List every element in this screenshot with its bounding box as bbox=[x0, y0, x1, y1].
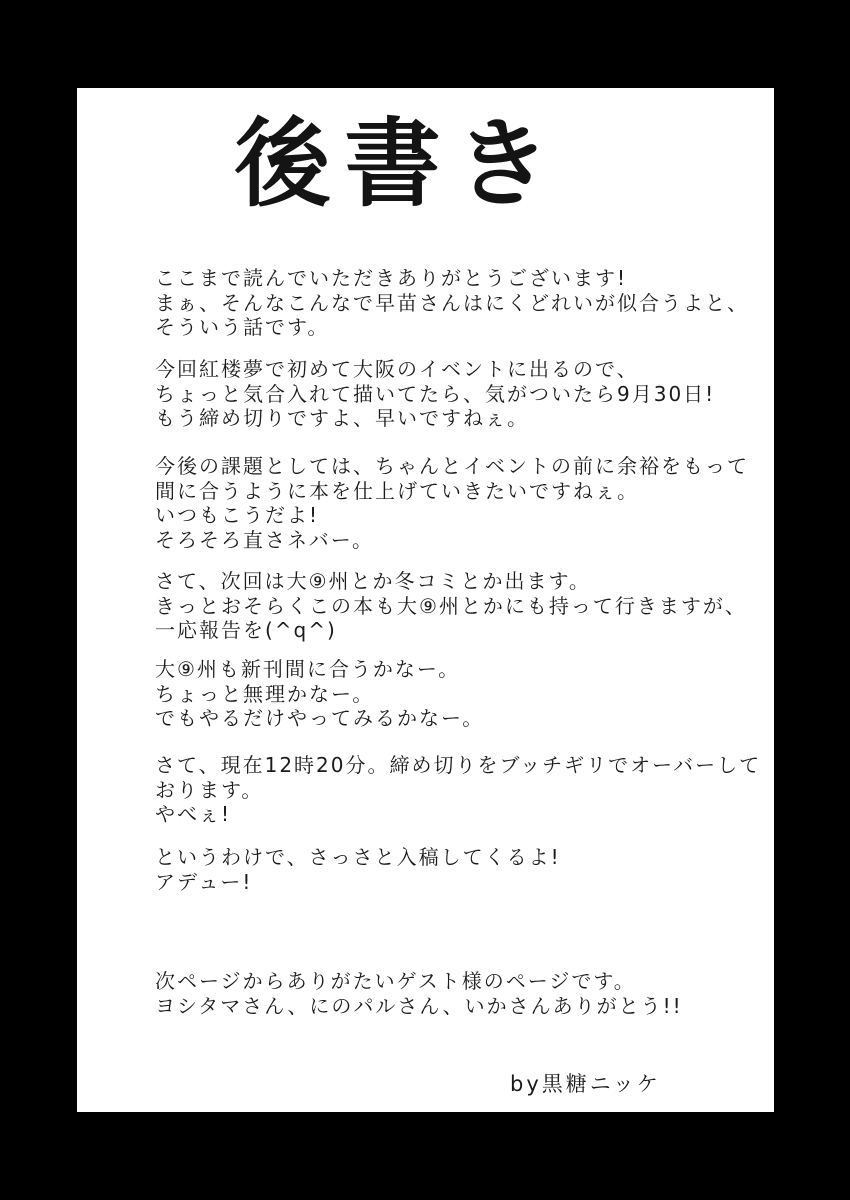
paragraph-new-book-worry bbox=[155, 657, 754, 731]
text-line: そういう話です。 bbox=[155, 315, 330, 339]
text-line: きっとおそらくこの本も大⑨州とかにも持って行きますが、 bbox=[155, 593, 747, 618]
text-line: ちょっと無理かなー。 bbox=[155, 681, 375, 706]
text-line: やべぇ! bbox=[155, 802, 232, 826]
paragraph-farewell bbox=[155, 845, 754, 894]
text-line: 間に合うように本を仕上げていきたいですねぇ。 bbox=[155, 478, 639, 503]
text-line: さて、次回は大⑨州とか冬コミとか出ます。 bbox=[155, 569, 591, 593]
author-signature: by黒糖ニッケ bbox=[510, 1072, 661, 1096]
text-line: 一応報告を(^q^) bbox=[155, 618, 337, 642]
paragraph-current-time bbox=[155, 753, 762, 827]
text-line: もう締め切りですよ、早いですねぇ。 bbox=[155, 406, 529, 430]
text-line: ここまで読んでいただきありがとうございます! bbox=[155, 266, 628, 290]
paragraph-future-goals bbox=[155, 454, 754, 552]
paragraph-guest-credits bbox=[155, 969, 754, 1018]
afterword-paper-page bbox=[77, 88, 774, 1112]
text-line: 今後の課題としては、ちゃんとイベントの前に余裕をもって bbox=[155, 454, 749, 478]
text-line: ヨシタマさん、にのパルさん、いかさんありがとう!! bbox=[155, 993, 683, 1018]
text-line: さて、現在12時20分。締め切りをブッチギリでオーバーして bbox=[155, 753, 762, 777]
text-line: 今回紅楼夢で初めて大阪のイベントに出るので、 bbox=[155, 357, 639, 381]
text-line: おります。 bbox=[155, 777, 264, 802]
text-line: ちょっと気合入れて描いてたら、気がついたら9月30日! bbox=[155, 381, 716, 406]
text-line: アデュー! bbox=[155, 869, 253, 894]
paragraph-thanks bbox=[155, 266, 754, 340]
text-line: 次ページからありがたいゲスト様のページです。 bbox=[155, 969, 636, 993]
afterword-body bbox=[155, 88, 762, 1112]
text-line: まぁ、そんなこんなで早苗さんはにくどれいが似合うよと、 bbox=[155, 290, 749, 315]
text-line: 大⑨州も新刊間に合うかなー。 bbox=[155, 657, 461, 681]
text-line: でもやるだけやってみるかなー。 bbox=[155, 706, 485, 730]
text-line: というわけで、さっさと入稿してくるよ! bbox=[155, 845, 561, 869]
text-line: いつもこうだよ! bbox=[155, 503, 320, 527]
page-title: 後書き bbox=[234, 108, 565, 220]
text-line: そろそろ直さネバー。 bbox=[155, 527, 374, 552]
paragraph-event-deadline bbox=[155, 357, 754, 431]
paragraph-next-events bbox=[155, 569, 754, 643]
